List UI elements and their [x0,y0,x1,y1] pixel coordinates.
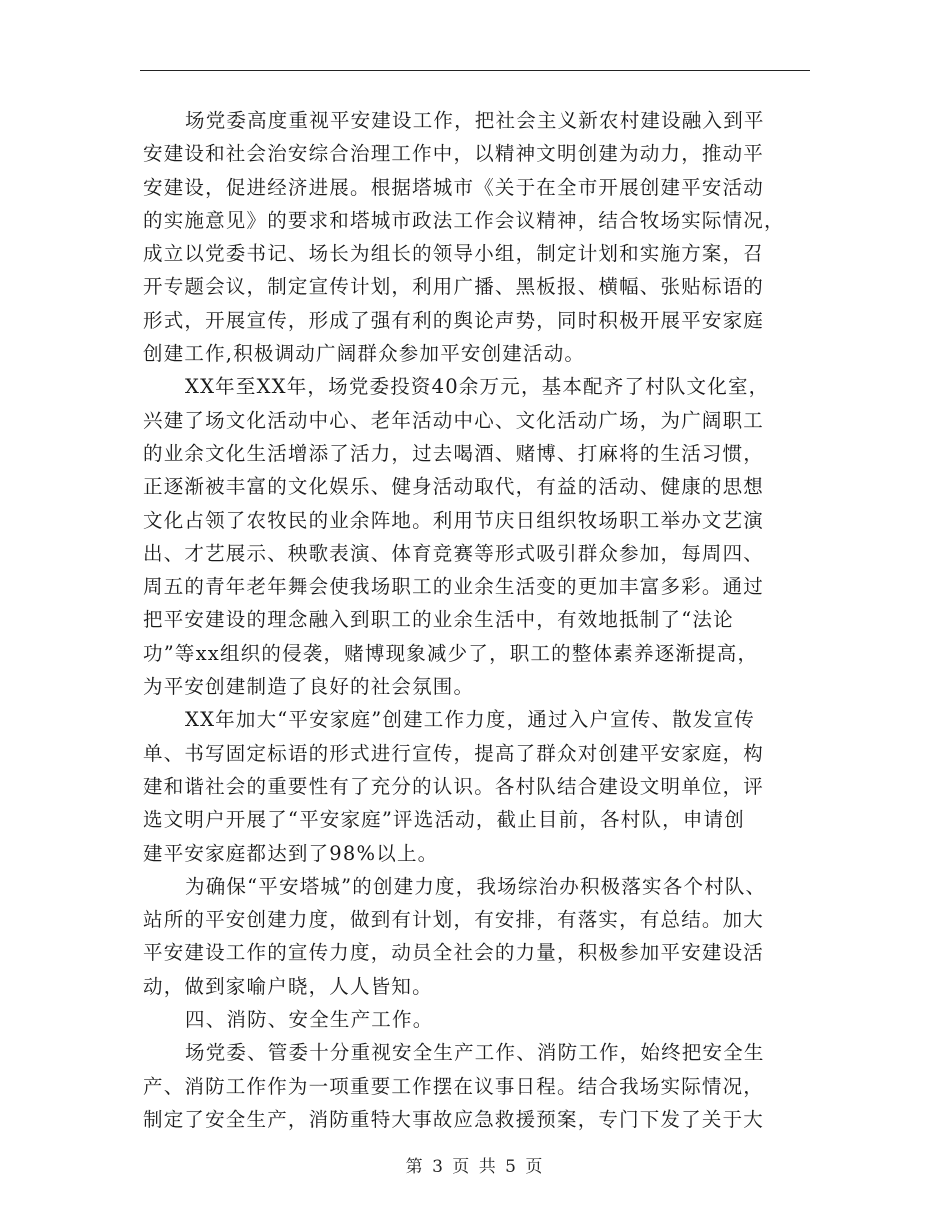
text-line: 为确保“平安塔城”的创建力度，我场综治办积极落实各个村队、 [185,874,767,898]
text-line: 出、才艺展示、秧歌表演、体育竞赛等形式吸引群众参加，每周四、 [143,541,765,565]
page-number-footer: 第 3 页 共 5 页 [405,1157,545,1177]
text-line: 平安建设工作的宣传力度，动员全社会的力量，积极参加平安建设活 [143,941,765,965]
text-line: 产、消防工作作为一项重要工作摆在议事日程。结合我场实际情况， [143,1074,765,1098]
body-text [143,104,811,1136]
text-line: XX年加大“平安家庭”创建工作力度，通过入户宣传、散发宣传 [185,708,756,732]
text-line: 站所的平安创建力度，做到有计划，有安排，有落实，有总结。加大 [143,908,765,932]
text-line: 选文明户开展了“平安家庭”评选活动，截止目前，各村队，申请创 [143,808,745,832]
text-line: 单、书写固定标语的形式进行宣传，提高了群众对创建平安家庭，构 [143,741,765,765]
text-line: 正逐渐被丰富的文化娱乐、健身活动取代，有益的活动、健康的思想 [143,475,765,499]
text-line: 文化占领了农牧民的业余阵地。利用节庆日组织牧场职工举办文艺演 [143,508,765,532]
text-line: 安建设，促进经济进展。根据塔城市《关于在全市开展创建平安活动 [143,175,765,199]
text-line: 场党委高度重视平安建设工作，把社会主义新农村建设融入到平 [185,109,765,132]
text-line: 制定了安全生产，消防重特大事故应急救援预案，专门下发了关于大 [143,1107,765,1131]
text-line: 场党委、管委十分重视安全生产工作、消防工作，始终把安全生 [185,1041,765,1065]
text-line: 周五的青年老年舞会使我场职工的业余生活变的更加丰富多彩。通过 [143,575,765,599]
text-line: XX年至XX年，场党委投资40余万元，基本配齐了村队文化室， [185,375,770,399]
text-line: 的业余文化生活增添了活力，过去喝酒、赌博、打麻将的生活习惯， [143,441,765,465]
section-heading: 四、消防、安全生产工作。 [185,1008,434,1032]
text-line: 开专题会议，制定宣传计划，利用广播、黑板报、横幅、张贴标语的 [143,275,765,299]
text-line: 兴建了场文化活动中心、老年活动中心、文化活动广场，为广阔职工 [143,408,765,432]
text-line: 建和谐社会的重要性有了充分的认识。各村队结合建设文明单位，评 [143,774,765,798]
text-line: 创建工作,积极调动广阔群众参加平安创建活动。 [143,342,586,366]
text-line: 为平安创建制造了良好的社会氛围。 [143,675,475,699]
text-line: 建平安家庭都达到了98%以上。 [143,841,439,865]
text-line: 安建设和社会治安综合治理工作中，以精神文明创建为动力，推动平 [143,142,765,166]
text-line: 的实施意见》的要求和塔城市政法工作会议精神，结合牧场实际情况， [143,208,785,232]
header-rule [140,70,810,71]
text-line: 把平安建设的理念融入到职工的业余生活中，有效地抵制了“法论 [143,608,734,632]
text-line: 功”等xx组织的侵袭，赌博现象减少了，职工的整体素养逐渐提高， [143,641,759,665]
text-line: 动，做到家喻户晓，人人皆知。 [143,974,433,998]
text-line: 成立以党委书记、场长为组长的领导小组，制定计划和实施方案，召 [143,242,765,266]
text-line: 形式，开展宣传，形成了强有利的舆论声势，同时积极开展平安家庭 [143,308,765,332]
